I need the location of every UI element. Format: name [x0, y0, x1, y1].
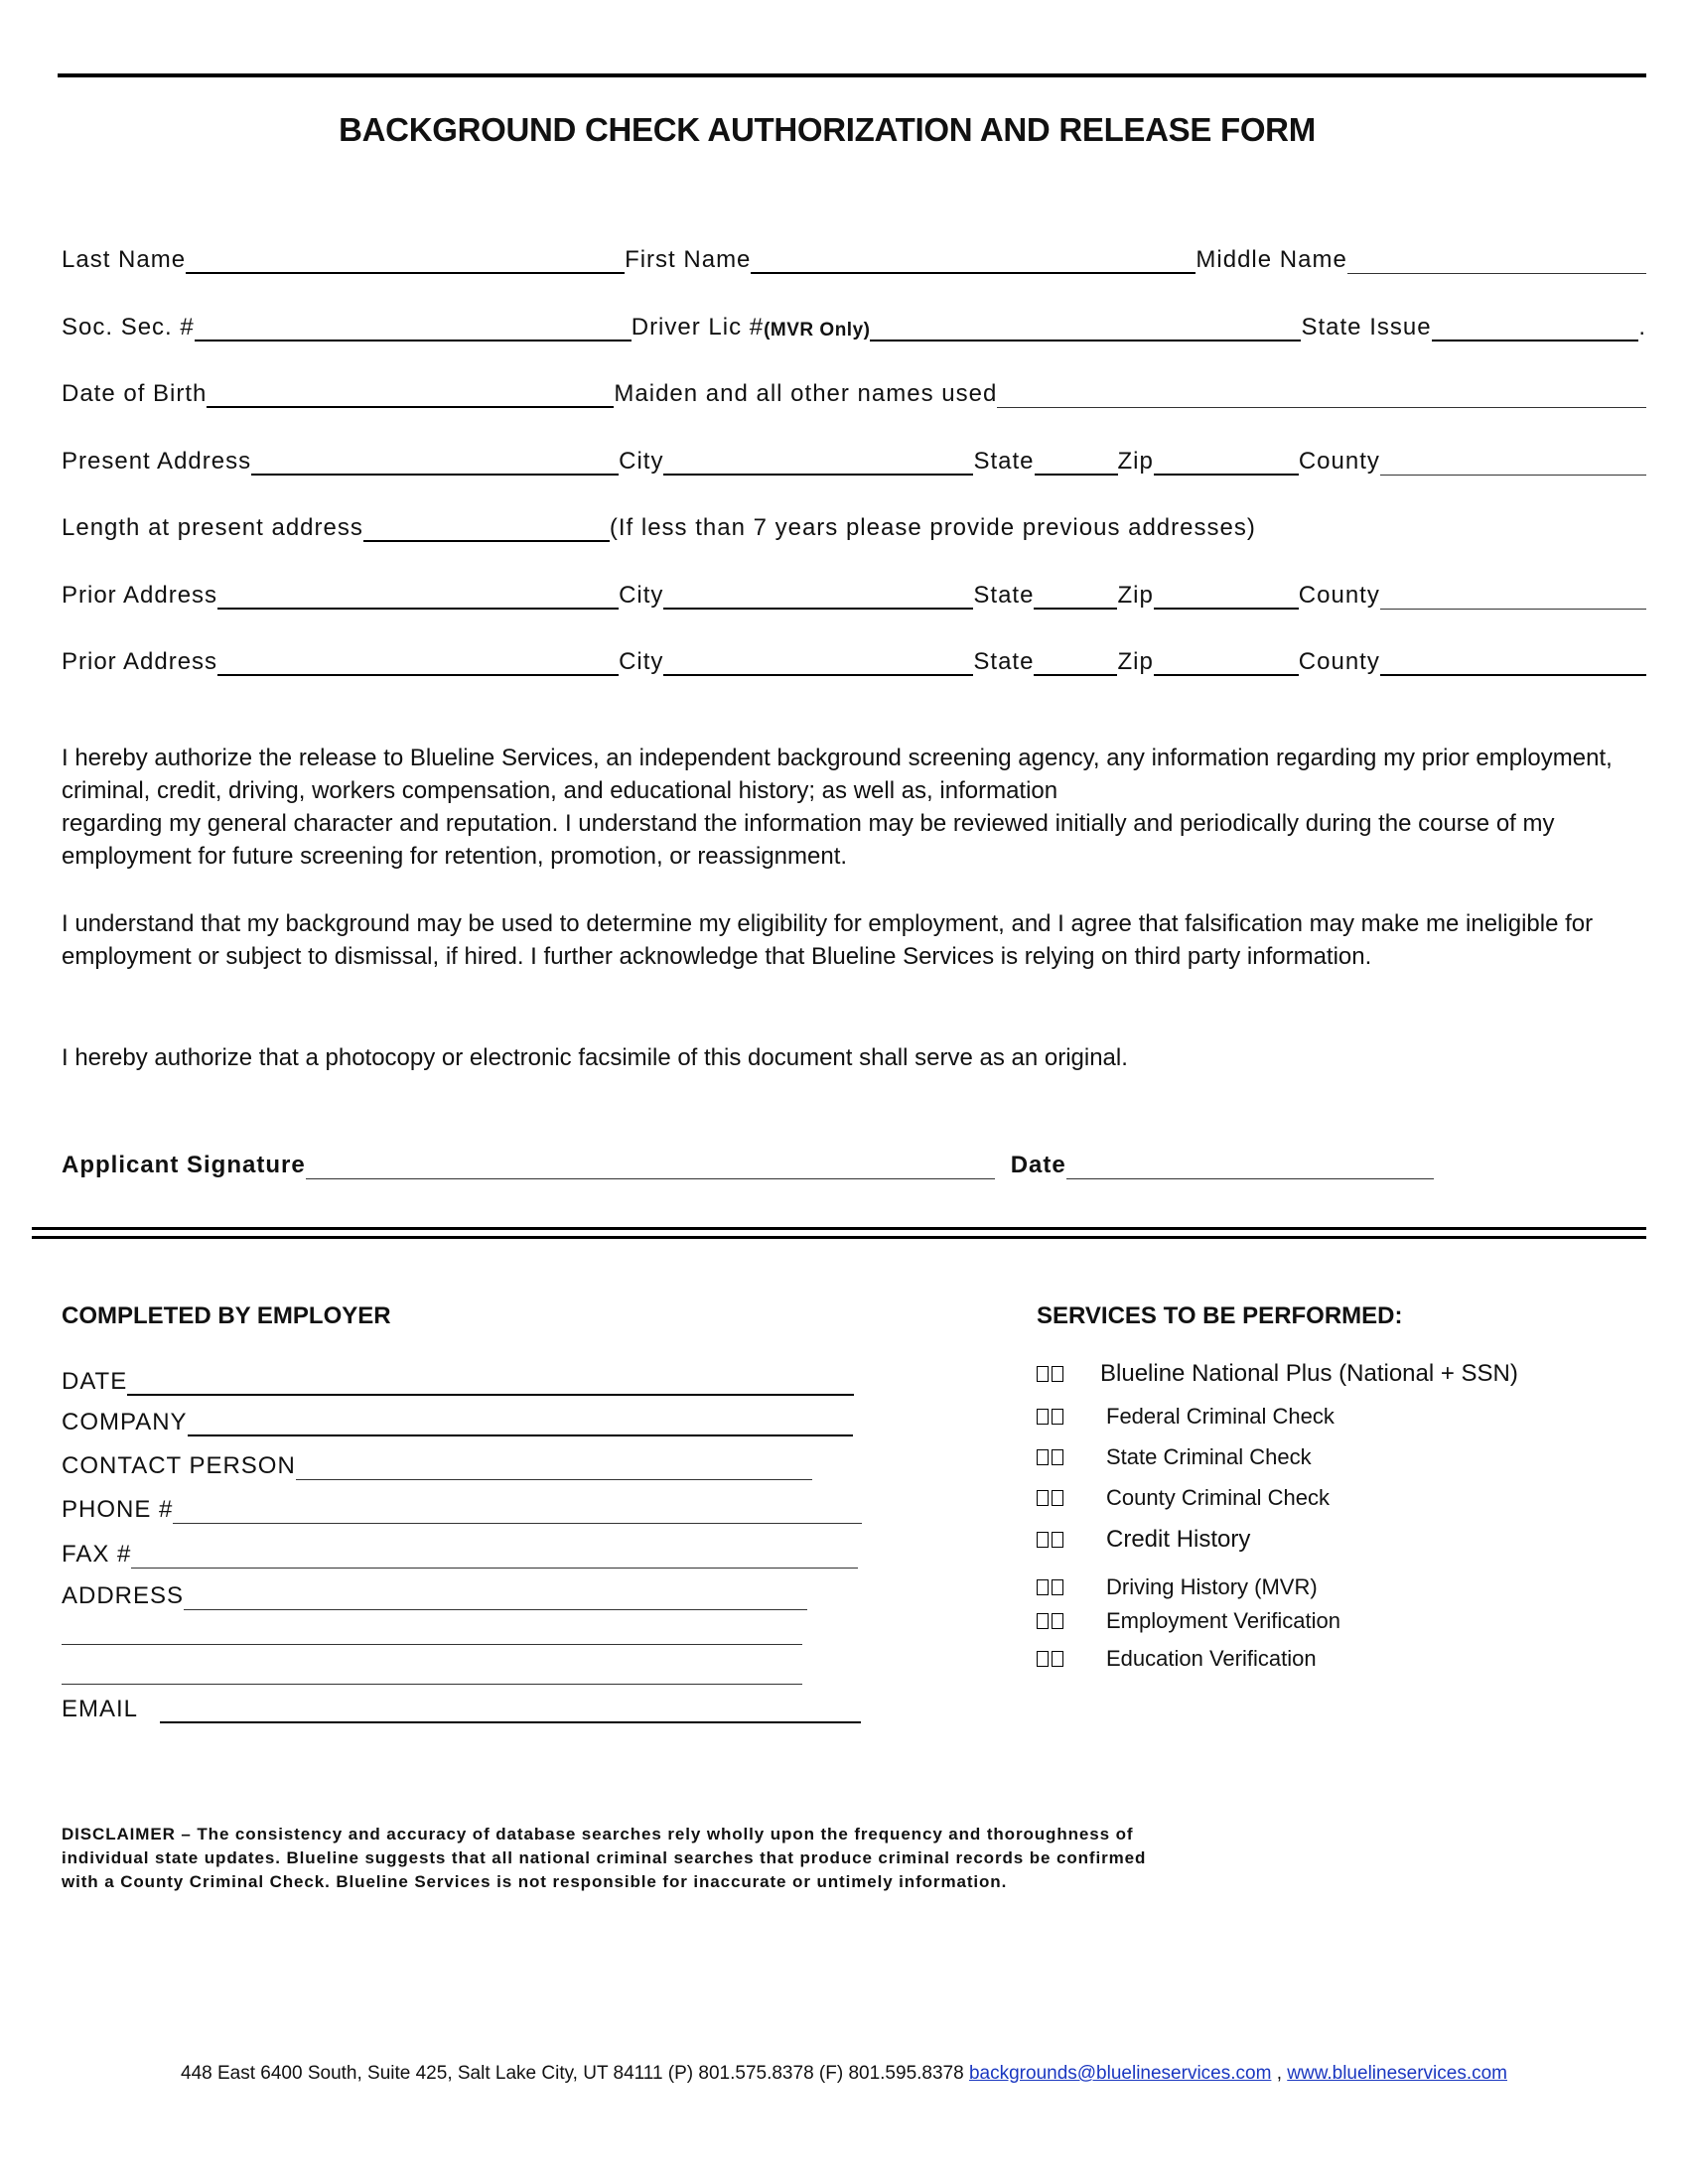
- footer: [0, 2063, 1688, 2085]
- dob-row: [62, 368, 1646, 408]
- zip-field[interactable]: [1154, 646, 1299, 676]
- checkbox-icon[interactable]: [1037, 1409, 1100, 1425]
- phone-field[interactable]: [173, 1495, 862, 1524]
- maiden-field[interactable]: [997, 379, 1646, 408]
- email-row: [62, 1684, 866, 1723]
- middle-name-field[interactable]: [1347, 245, 1646, 274]
- present-address-label: Present Address: [62, 448, 252, 475]
- phone-label: PHONE #: [62, 1496, 174, 1523]
- service-label: County Criminal Check: [1106, 1485, 1330, 1510]
- form-title: BACKGROUND CHECK AUTHORIZATION AND RELEASE FORM: [339, 111, 1316, 148]
- signature-date-field[interactable]: [1066, 1151, 1434, 1179]
- dob-field[interactable]: [207, 378, 614, 408]
- service-label: Education Verification: [1106, 1646, 1317, 1671]
- middle-name-label: Middle Name: [1196, 246, 1347, 273]
- prior-address-label: Prior Address: [62, 582, 218, 609]
- city-field[interactable]: [663, 446, 973, 476]
- zip-field[interactable]: [1154, 580, 1299, 610]
- city-field[interactable]: [663, 580, 973, 610]
- length-label: Length at present address: [62, 514, 363, 541]
- checkbox-icon[interactable]: [1037, 1651, 1100, 1667]
- name-row: [62, 234, 1646, 274]
- present-address-field[interactable]: [251, 446, 619, 476]
- length-row: [62, 502, 1646, 542]
- county-field[interactable]: [1380, 581, 1646, 610]
- footer-separator: ,: [1276, 2063, 1282, 2084]
- driver-lic-field[interactable]: [870, 312, 1301, 341]
- ssn-field[interactable]: [195, 312, 632, 341]
- fax-row: [62, 1529, 866, 1569]
- first-name-field[interactable]: [751, 244, 1196, 274]
- service-federal-criminal[interactable]: [1037, 1404, 1335, 1430]
- authorization-paragraph-cont: regarding my general character and reputation. I understand the information may be reviewed initially and periodically during the course of my employment for future screening for retention, promotion, or reassignment.: [62, 810, 1555, 870]
- prior-address-field[interactable]: [217, 580, 619, 610]
- company-row: [62, 1397, 866, 1436]
- period-mark: .: [1638, 314, 1646, 341]
- contact-row: [62, 1440, 866, 1480]
- service-label: Credit History: [1106, 1526, 1251, 1553]
- service-state-criminal[interactable]: [1037, 1444, 1312, 1470]
- state-field[interactable]: [1034, 580, 1117, 610]
- footer-address: 448 East 6400 South, Suite 425, Salt Lake City, UT 84111 (P) 801.575.8378 (F) 801.595.8378: [181, 2063, 964, 2084]
- county-label: County: [1298, 448, 1380, 475]
- county-field[interactable]: [1380, 646, 1646, 676]
- checkbox-icon[interactable]: [1037, 1613, 1100, 1629]
- length-note: (If less than 7 years please provide previous addresses): [609, 514, 1256, 541]
- maiden-label: Maiden and all other names used: [614, 380, 998, 407]
- state-field[interactable]: [1034, 646, 1117, 676]
- checkbox-icon[interactable]: [1037, 1449, 1100, 1465]
- checkbox-icon[interactable]: [1037, 1366, 1100, 1382]
- photocopy-paragraph: I hereby authorize that a photocopy or electronic facsimile of this document shall serve as an original.: [62, 1044, 1128, 1071]
- city-field[interactable]: [663, 646, 973, 676]
- footer-email-link[interactable]: backgrounds@bluelineservices.com: [968, 2063, 1272, 2084]
- address-field[interactable]: [184, 1581, 807, 1610]
- prior-address-field[interactable]: [217, 646, 619, 676]
- section-divider: [32, 1227, 1646, 1239]
- signature-row: [62, 1140, 1452, 1179]
- contact-label: CONTACT PERSON: [62, 1452, 296, 1479]
- state-label: State: [973, 448, 1035, 475]
- county-label: County: [1298, 648, 1380, 675]
- service-label: Employment Verification: [1106, 1608, 1340, 1633]
- date-label: Date: [1010, 1152, 1066, 1178]
- service-label: Federal Criminal Check: [1106, 1404, 1335, 1429]
- service-driving-history[interactable]: [1037, 1574, 1318, 1600]
- footer-website-link[interactable]: www.bluelineservices.com: [1287, 2063, 1507, 2084]
- state-issue-label: State Issue: [1301, 314, 1432, 341]
- fax-field[interactable]: [131, 1540, 858, 1569]
- prior-address-row-1: [62, 570, 1646, 610]
- zip-field[interactable]: [1154, 446, 1299, 476]
- mvr-only-label: (MVR Only): [764, 320, 871, 341]
- state-label: State: [973, 582, 1035, 609]
- company-field[interactable]: [188, 1407, 853, 1436]
- city-label: City: [619, 582, 664, 609]
- service-employment-verification[interactable]: [1037, 1608, 1340, 1634]
- employer-date-label: DATE: [62, 1368, 128, 1395]
- fax-label: FAX #: [62, 1541, 132, 1568]
- phone-row: [62, 1484, 866, 1524]
- contact-field[interactable]: [296, 1451, 812, 1480]
- driver-lic-label: Driver Lic #: [631, 314, 765, 341]
- present-address-row: [62, 436, 1646, 476]
- prior-address-label: Prior Address: [62, 648, 218, 675]
- dob-label: Date of Birth: [62, 380, 208, 407]
- state-issue-field[interactable]: [1432, 312, 1639, 341]
- employer-date-row: [62, 1356, 866, 1396]
- service-label: State Criminal Check: [1106, 1444, 1312, 1469]
- last-name-field[interactable]: [186, 244, 625, 274]
- state-field[interactable]: [1035, 446, 1118, 476]
- top-rule: [58, 73, 1646, 77]
- city-label: City: [619, 648, 664, 675]
- service-national-plus[interactable]: [1037, 1360, 1518, 1388]
- checkbox-icon[interactable]: [1037, 1490, 1100, 1506]
- length-field[interactable]: [363, 512, 610, 542]
- zip-label: Zip: [1117, 448, 1154, 475]
- signature-field[interactable]: [306, 1151, 995, 1179]
- service-education-verification[interactable]: [1037, 1646, 1317, 1672]
- checkbox-icon[interactable]: [1037, 1532, 1100, 1548]
- address-row: [62, 1570, 866, 1610]
- service-label: Blueline National Plus (National + SSN): [1100, 1360, 1518, 1387]
- zip-label: Zip: [1117, 648, 1154, 675]
- services-heading: SERVICES TO BE PERFORMED:: [1037, 1302, 1403, 1329]
- id-row: [62, 302, 1646, 341]
- authorization-paragraph: I hereby authorize the release to Blueline Services, an independent background screening agency, any information regarding my prior employment, criminal, credit, driving, workers compensation, and educational history; as well as, information: [62, 745, 1613, 804]
- disclaimer-text: DISCLAIMER – The consistency and accuracy of database searches rely wholly upon the frequency and thoroughness of individual state updates. Blueline suggests that all national criminal searches that produce criminal records be confirmed with a County Criminal Check. Blueline Services is not responsible for inaccurate or untimely information.: [62, 1825, 1147, 1891]
- prior-address-row-2: [62, 636, 1646, 676]
- employer-date-field[interactable]: [127, 1366, 854, 1396]
- email-field[interactable]: [160, 1694, 861, 1723]
- state-label: State: [973, 648, 1035, 675]
- address-line-2[interactable]: [62, 1644, 802, 1645]
- address-label: ADDRESS: [62, 1582, 185, 1609]
- service-credit-history[interactable]: [1037, 1526, 1250, 1554]
- last-name-label: Last Name: [62, 246, 187, 273]
- service-label: Driving History (MVR): [1106, 1574, 1318, 1599]
- signature-label: Applicant Signature: [62, 1152, 306, 1178]
- county-label: County: [1298, 582, 1380, 609]
- ssn-label: Soc. Sec. #: [62, 314, 195, 341]
- email-label: EMAIL: [62, 1696, 139, 1722]
- checkbox-icon[interactable]: [1037, 1579, 1100, 1595]
- company-label: COMPANY: [62, 1409, 188, 1435]
- zip-label: Zip: [1117, 582, 1154, 609]
- service-county-criminal[interactable]: [1037, 1485, 1330, 1511]
- first-name-label: First Name: [625, 246, 752, 273]
- city-label: City: [619, 448, 664, 475]
- employer-heading: COMPLETED BY EMPLOYER: [62, 1302, 391, 1329]
- county-field[interactable]: [1380, 447, 1646, 476]
- eligibility-paragraph: I understand that my background may be used to determine my eligibility for employment, and I agree that falsification may make me ineligible for employment or subject to dismissal, if hired. I further acknowledge that Blueline Services is relying on third party information.: [62, 910, 1594, 970]
